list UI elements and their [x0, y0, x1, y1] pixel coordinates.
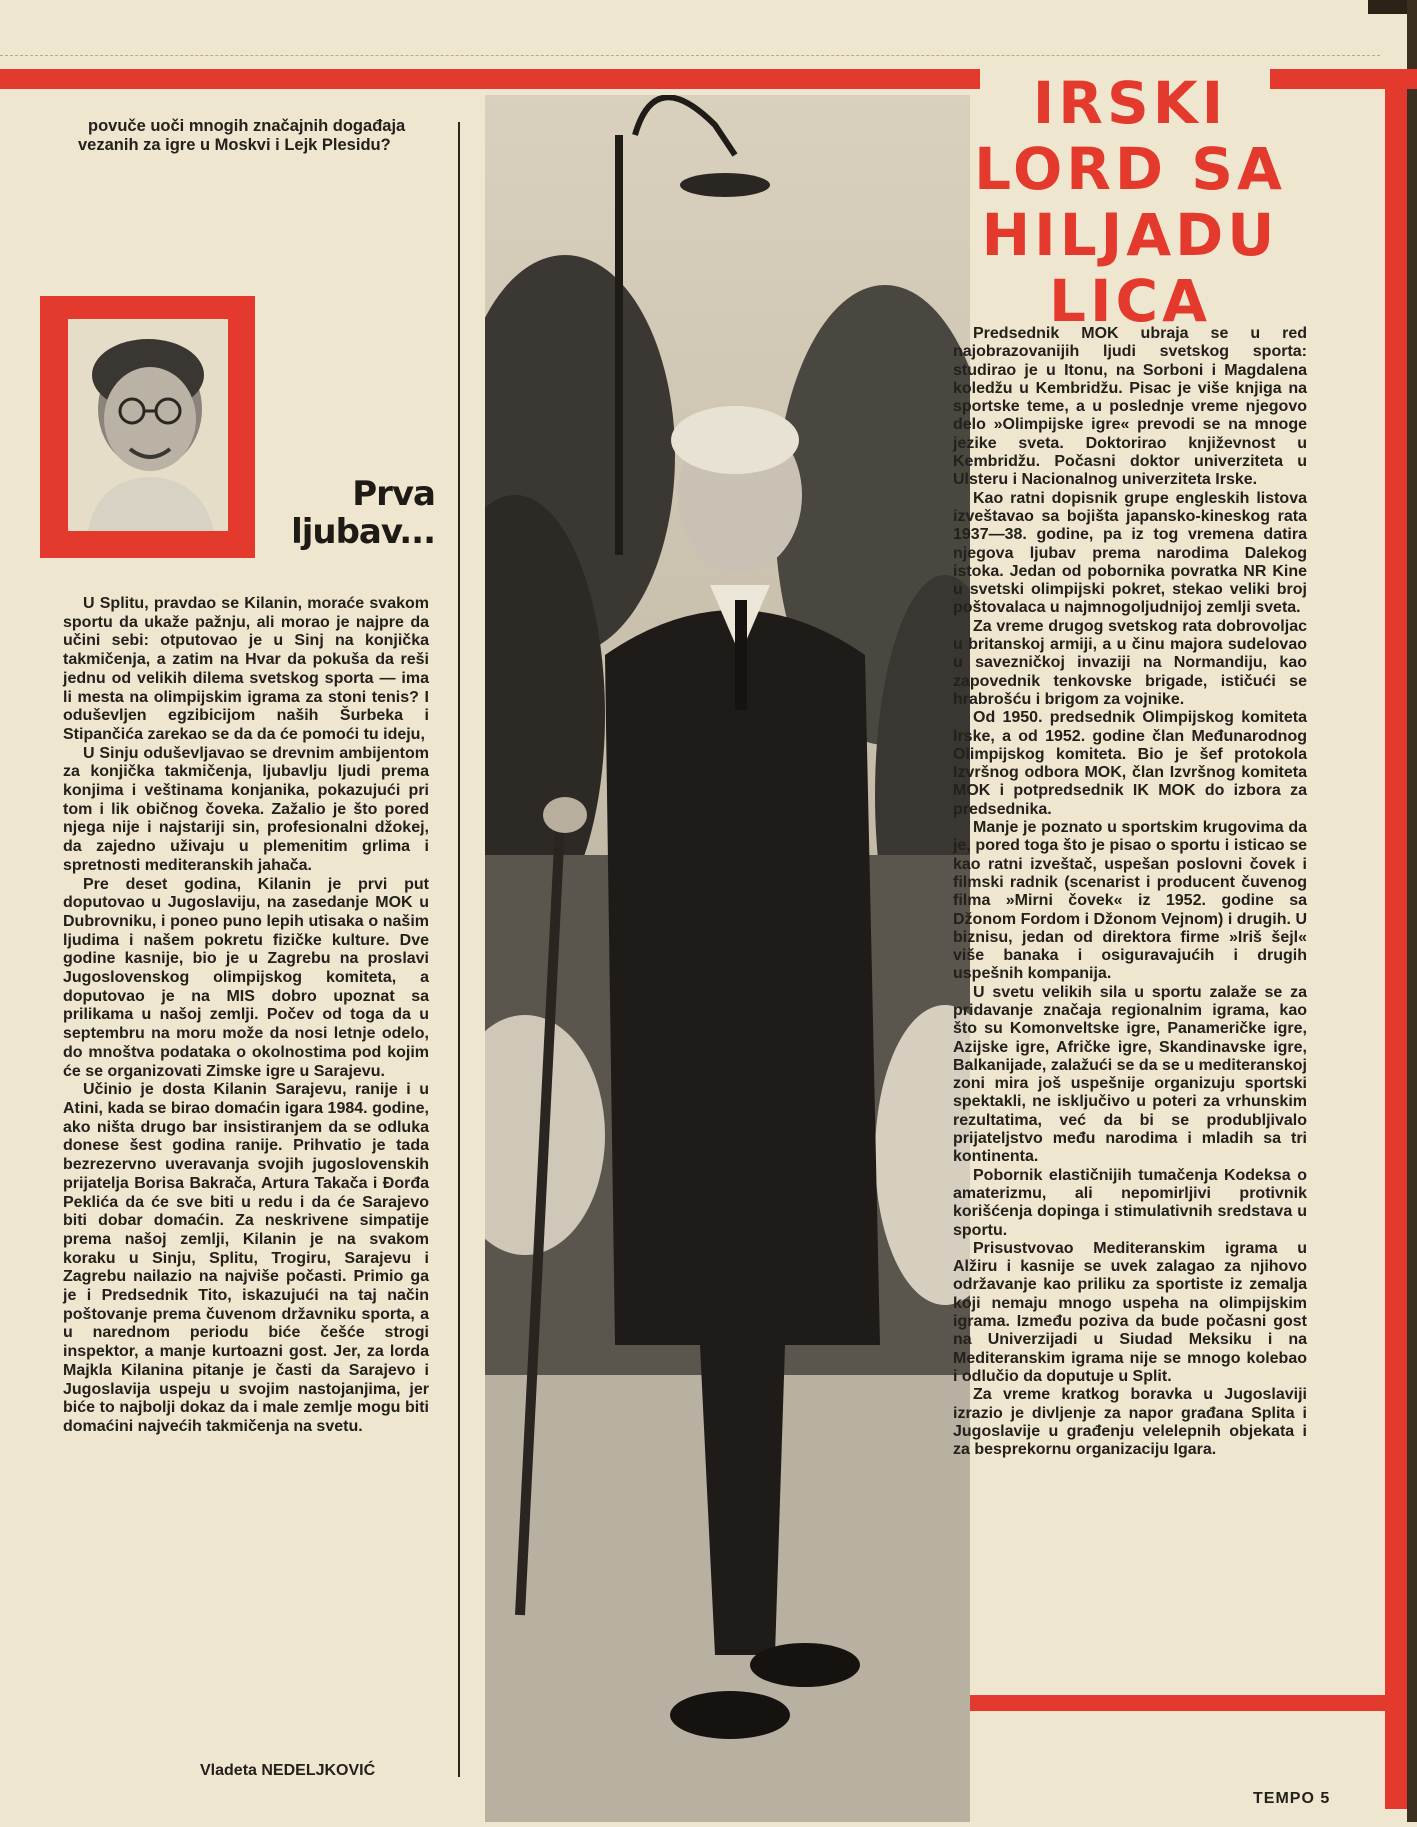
lead-paragraph: povuče uoči mnogih značajnih događaja vezanih za igre u Moskvi i Lejk Plesidu? [78, 117, 406, 154]
column-divider [458, 122, 460, 1777]
headline-line: IRSKI [1027, 69, 1234, 137]
right-paragraph: Pobornik elastičnijih tumačenja Kodeksa o amaterizmu, ali nepomirljivi protivnik korišćenja dopinga i stimulativnih sredstava u sportu. [953, 1166, 1307, 1239]
headline-line: LORD SA [974, 135, 1286, 203]
left-paragraph: Učinio je dosta Kilanin Sarajevu, ranije i u Atini, kada se birao domaćin igara 1984. godine, ako ništa drugo bar insistiranjem da se odluka donese šest godina ranije. Prihvatio je tada bezrezervno uveravanja svojih jugoslovenskih prijatelja Borisa Bakrača, Artura Takača i Đorđa Peklića da će sve biti u redu i da će Sarajevo biti dobar domaćin. Za neskrivene simpatije prema našoj zemlji, Kilanin je na svakom koraku u Sinju, Splitu, Trogiru, Sarajevu i Zagrebu nailazio na najviše počasti. Primio ga je i Predsednik Tito, iskazujući na taj način poštovanje prema čuvenom državniku sporta, a u narednom periodu biće češće strogi inspektor, a manje kurtoazni gost. Jer, za lorda Majkla Kilanina pitanje je časti da Sarajevo i Jugoslavija uspeju u svojim nastojanjima, jer biće to najbolji dokaz da i male zemlje mogu biti domaćini najvećih takmičenja na svetu. [63, 1081, 429, 1435]
right-paragraph: Za vreme kratkog boravka u Jugoslaviji izrazio je divljenje za napor građana Splita i Jugoslavije u građenju velelepnih objekata i za besprekornu organizaciju Igara. [953, 1386, 1307, 1459]
left-paragraph: Pre deset godina, Kilanin je prvi put doputovao u Jugoslaviju, na zasedanje MOK u Dubrovniku, i poneo puno lepih utisaka o našim ljudima i našem pokretu fizičke kulture. Dve godine kasnije, bio je u Zagrebu na proslavi Jugoslovenskog olimpijskog komiteta, a doputovao je na MIS dobro upoznat sa prilikama u našoj zemlji. Počev od toga da u septembru na moru može da nosi letnje odelo, do mnoštva podataka o okolnostima pod kojim će se organizovati Zimske igre u Sarajevu. [63, 875, 429, 1080]
article-headline [960, 70, 1300, 334]
headline-line: LICA [1049, 267, 1211, 335]
scan-edge-line [0, 55, 1380, 56]
right-paragraph: Za vreme drugog svetskog rata dobrovoljac u britanskoj armiji, a u činu majora sudelovao u savezničkoj invaziji na Normandiju, kao zapovednik tenkovske brigade, ističući se hrabrošću i brigom za vojnike. [953, 617, 1307, 708]
right-paragraph: Predsednik MOK ubraja se u red najobrazovanijih ljudi svetskog sporta: studirao je u Itonu, na Sorboni i Magdalena koledžu u Kembridžu. Pisac je više knjiga na sportske teme, a u poslednje vreme njegovo delo »Olimpijske igre« prevodi se na mnoge jezike sveta. Doktorirao književnost u Kembridžu. Počasni doktor univerziteta u Ulsteru i Nacionalnog univerziteta Irske. [953, 325, 1307, 489]
sidebar-title-line1: Prva [352, 474, 435, 514]
sidebar-title [250, 475, 435, 551]
sidebar-title-line2: ljubav... [291, 512, 435, 552]
author-signature: Vladeta NEDELJKOVIĆ [200, 1762, 376, 1779]
right-paragraph: Manje je poznato u sportskim krugovima da je, pored toga što je pisao o sportu i isticao se kao ratni izveštač, uspešan poslovni čovek i filmski radnik (scenarist i producent čuvenog filma »Mirni čovek« iz 1952. godine sa Džonom Fordom i Džonom Vejnom) i drugih. U biznisu, jedan od direktora firme »Iriš šejl« više banaka i osiguravajućih i drugih uspešnih kompanija. [953, 819, 1307, 983]
right-paragraph: Prisustvovao Mediteranskim igrama u Alžiru i kasnije se uvek zalagao za njihovo održavanje kao priliku za sportiste iz zemalja koji nemaju mnogo uspeha na olimpijskim igrama. Između poziva da bude počasni gost na Univerzijadi u Siudad Meksiku i na Mediteranskim igrama nije se mnogo kolebao i odlučio da doputuje u Split. [953, 1239, 1307, 1385]
left-column-body [63, 595, 429, 1437]
left-paragraph: U Sinju oduševljavao se drevnim ambijentom za konjička takmičenja, ljubavlju ljudi prema konjima i veštinama konjanika, pokazujući pri tom i lik običnog čoveka. Zažalio je što pored njega nije i najstariji sin, profesionalni džokej, da zajedno uživaju u plemenitim grlima i spretnosti mediteranskih jahača. [63, 744, 429, 874]
left-paragraph: U Splitu, pravdao se Kilanin, moraće svakom sportu da ukaže pažnju, ali morao je najpre da učini sebi: otputovao je u Sinj na konjička takmičenja, a zatim na Hvar da pokuša da reši jednu od velikih dilema svetskog sporta — ima li mesta na olimpijskim igrama za stoni tenis? I oduševljen egzibicijom naših Šurbeka i Stipančića zarekao se da da će pomoći tu ideju, [63, 595, 429, 743]
main-photo [485, 95, 970, 1822]
headline-line: HILJADU [981, 201, 1279, 269]
right-column-body [953, 325, 1307, 1459]
right-paragraph: Od 1950. predsednik Olimpijskog komiteta Irske, a od 1952. godine član Međunarodnog Olimpijskog komiteta. Bio je šef protokola Izvršnog odbora MOK, član Izvršnog komiteta MOK i potpredsednik IK MOK do izbora za predsednika. [953, 709, 1307, 818]
frame-bar-right [1385, 69, 1407, 1809]
right-paragraph: Kao ratni dopisnik grupe engleskih listova izveštavao sa bojišta japansko-kineskog rata 1937—38. godine, pa iz tog vremena datira njegova ljubav prema narodima Dalekog istoka. Jedan od pobornika povratka NR Kine u svetski olimpijski pokret, stekao veliki broj poštovalaca u najmnogoljudnijoj zemlji sveta. [953, 489, 1307, 617]
binding-edge-right [1407, 0, 1417, 1822]
portrait-photo [68, 319, 228, 531]
frame-bar-top [0, 69, 980, 89]
page-footer: TEMPO 5 [1253, 1790, 1331, 1807]
right-paragraph: U svetu velikih sila u sportu zalaže se za pridavanje značaja regionalnim igrama, kao što su Komonveltske igre, Panameričke igre, Azijske igre, Afričke igre, Skandinavske igre, Balkanijade, zalažući se da se u mediteranskoj zoni mira još uspešnije organizuju sportski spektakli, ne isključivo u poteri za vrhunskim rezultatima, već da bi se produbljivalo prijateljstvo među narodima i mladih sa tri kontinenta. [953, 983, 1307, 1166]
